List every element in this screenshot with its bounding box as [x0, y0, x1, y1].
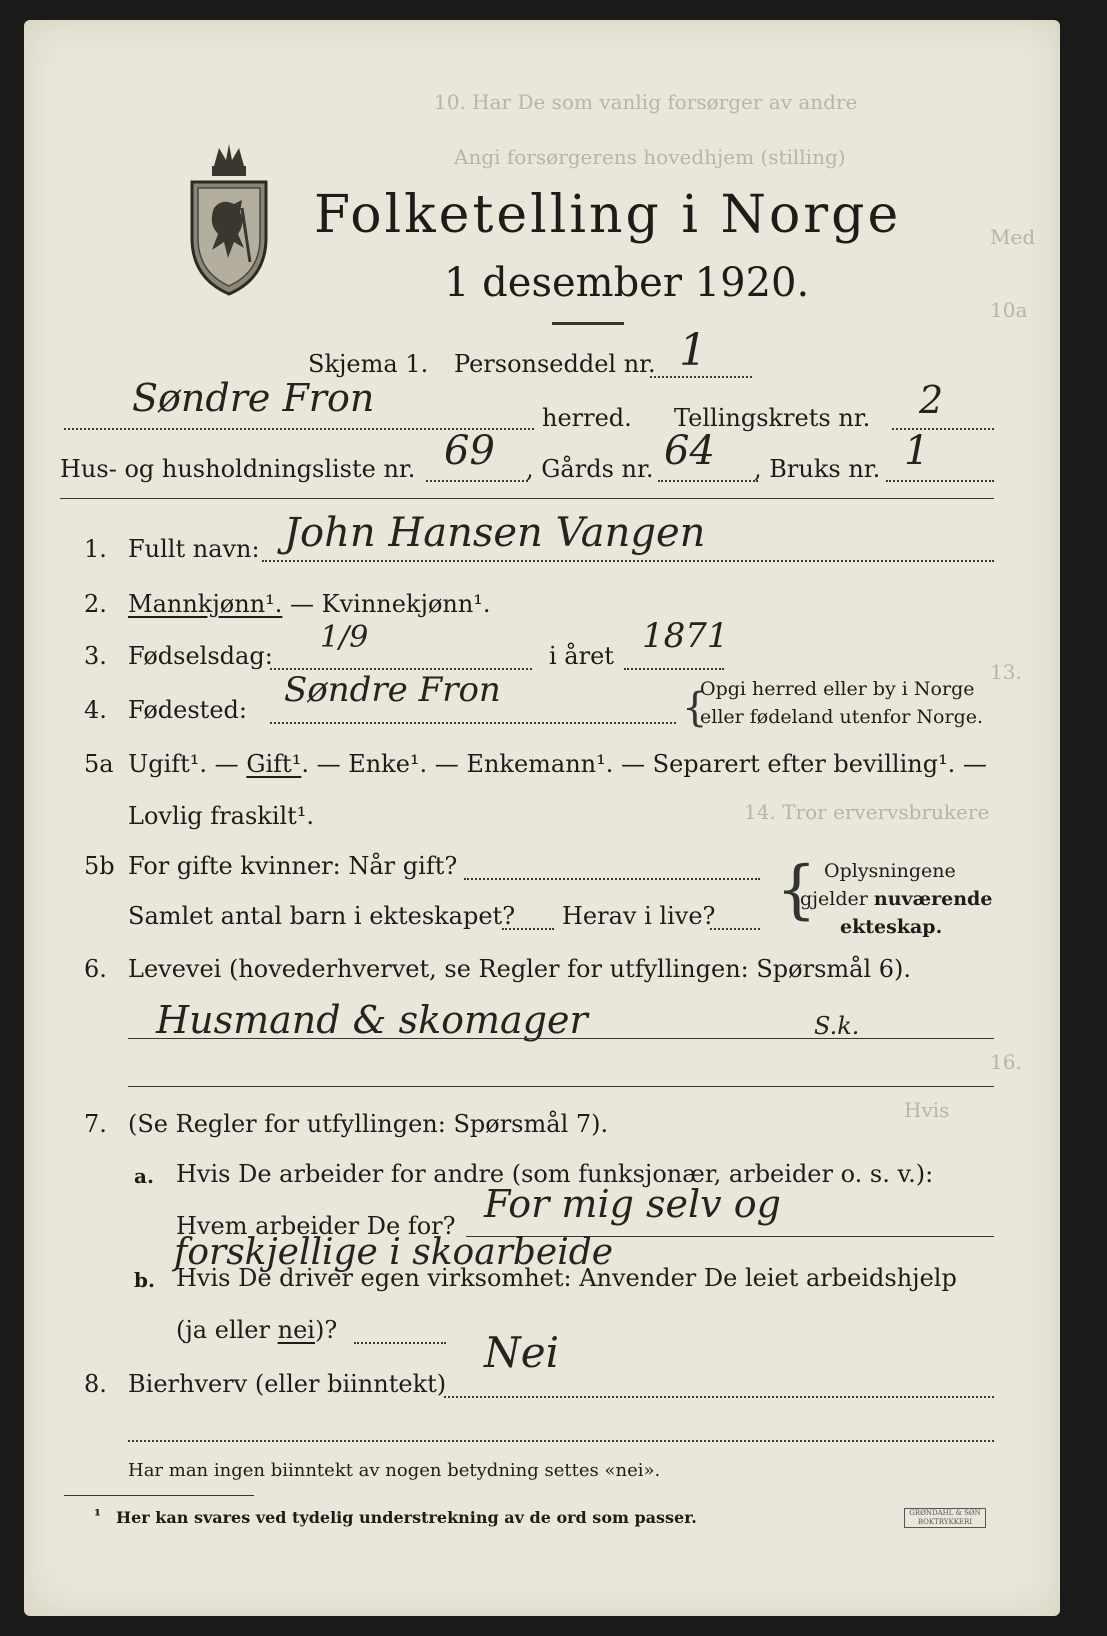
birthplace-value: Søndre Fron: [284, 670, 501, 710]
herred-label: herred.: [542, 404, 632, 432]
gards-value: 64: [664, 428, 715, 474]
full-name-value: John Hansen Vangen: [284, 510, 706, 556]
q3-number: 3.: [84, 642, 107, 670]
marital-status-options: Ugift¹. — Gift¹. — Enke¹. — Enkemann¹. — Separert efter bevilling¹. —: [128, 750, 987, 778]
q7a-letter: a.: [134, 1164, 154, 1188]
q1-label: Fullt navn:: [128, 535, 260, 563]
footnote-mark: ¹: [94, 1506, 102, 1525]
married-women-label: For gifte kvinner: Når gift?: [128, 852, 458, 880]
personseddel-value: 1: [679, 325, 707, 376]
marriage-note-1: Oplysningene: [824, 860, 956, 882]
bleed-through-text: 10a: [990, 298, 1028, 322]
birth-year-label: i året: [549, 642, 614, 670]
children-alive-label: Herav i live?: [562, 902, 716, 930]
marriage-note-3: ekteskap.: [840, 916, 943, 938]
tellingskrets-value: 2: [919, 378, 944, 422]
employer-value-line1: For mig selv og: [484, 1182, 781, 1226]
birth-year-value: 1871: [642, 616, 729, 656]
husliste-label: Hus- og husholdningsliste nr.: [60, 455, 416, 483]
birthdate-value: 1/9: [320, 620, 369, 655]
q7-label: (Se Regler for utfyllingen: Spørsmål 7).: [128, 1110, 609, 1138]
form-date: 1 desember 1920.: [444, 260, 810, 306]
skjema-label: Skjema 1.: [308, 350, 429, 378]
occupation-code: S.k.: [814, 1012, 860, 1040]
form-title: Folketelling i Norge: [314, 185, 902, 245]
title-divider: [552, 322, 624, 325]
bleed-through-text: Med: [990, 225, 1036, 249]
bleed-through-text: 10. Har De som vanlig forsørger av andre: [434, 90, 858, 114]
brace: {: [682, 685, 708, 731]
personseddel-label: Personseddel nr.: [454, 350, 656, 378]
sex-male-underlined: Mannkjønn¹.: [128, 590, 283, 618]
employer-value-line2: forskjellige i skoarbeide: [174, 1232, 614, 1273]
q7-number: 7.: [84, 1110, 107, 1138]
q4-number: 4.: [84, 696, 107, 724]
brace: {: [776, 853, 817, 927]
q2-number: 2.: [84, 590, 107, 618]
husliste-value: 69: [444, 428, 495, 474]
norwegian-coat-of-arms-icon: [184, 138, 274, 302]
no-income-note: Har man ingen biinntekt av nogen betydning settes «nei».: [128, 1460, 661, 1481]
secondary-income-label: Bierhverv (eller biinntekt): [128, 1370, 447, 1398]
bleed-through-text: Angi forsørgerens hovedhjem (stilling): [454, 145, 846, 169]
bruks-value: 1: [904, 428, 930, 474]
birthplace-label: Fødested:: [128, 696, 247, 724]
q1-number: 1.: [84, 535, 107, 563]
tellingskrets-label: Tellingskrets nr.: [674, 404, 871, 432]
bruks-label: , Bruks nr.: [754, 455, 881, 483]
birthdate-label: Fødselsdag:: [128, 642, 273, 670]
hired-help-question: (ja eller nei)?: [176, 1316, 338, 1344]
printer-stamp: GRØNDAHL & SØN BOKTRYKKERI: [904, 1508, 986, 1528]
married-underlined: Gift¹: [246, 750, 302, 778]
q5b-number: 5b: [84, 852, 115, 880]
birthplace-note-1: Opgi herred eller by i Norge: [700, 678, 975, 700]
footnote-text: Her kan svares ved tydelig understrekning av de ord som passer.: [116, 1508, 697, 1527]
occupation-value: Husmand & skomager: [156, 998, 588, 1042]
marital-status-divorced: Lovlig fraskilt¹.: [128, 802, 315, 830]
no-underlined: nei: [277, 1316, 315, 1344]
q6-number: 6.: [84, 955, 107, 983]
employer-label: Hvem arbeider De for?: [176, 1212, 456, 1240]
census-form-page: [24, 20, 1060, 1616]
bleed-through-text: 16.: [990, 1050, 1022, 1074]
q5a-number: 5a: [84, 750, 114, 778]
children-count-label: Samlet antal barn i ekteskapet?: [128, 902, 516, 930]
bleed-through-text: Hvis: [904, 1098, 950, 1122]
sex-female: — Kvinnekjønn¹.: [290, 590, 491, 618]
bleed-through-text: 14. Tror ervervsbrukere: [744, 800, 990, 824]
q8-number: 8.: [84, 1370, 107, 1398]
q7b-line1: Hvis De driver egen virksomhet: Anvender De leiet arbeidshjelp: [176, 1264, 957, 1292]
herred-value: Søndre Fron: [132, 376, 375, 420]
gards-label: , Gårds nr.: [526, 455, 654, 483]
q7a-line1: Hvis De arbeider for andre (som funksjonær, arbeider o. s. v.):: [176, 1160, 934, 1188]
secondary-income-value: Nei: [484, 1328, 560, 1377]
marriage-note-2: gjelder nuværende: [800, 888, 993, 910]
q2-sex: [128, 590, 491, 618]
occupation-label: Levevei (hovederhvervet, se Regler for utfyllingen: Spørsmål 6).: [128, 955, 912, 983]
birthplace-note-2: eller fødeland utenfor Norge.: [700, 706, 984, 728]
q7b-letter: b.: [134, 1268, 155, 1292]
bleed-through-text: 13.: [990, 660, 1022, 684]
